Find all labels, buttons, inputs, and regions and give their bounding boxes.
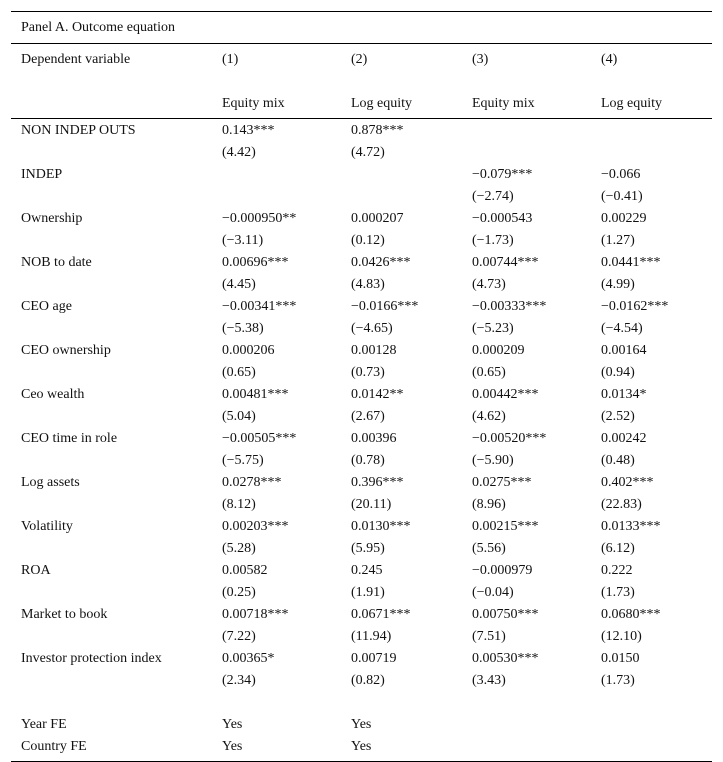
coefficient-cell: 0.0278*** (222, 475, 282, 490)
header-row-names (11, 93, 712, 115)
column-name: Equity mix (222, 96, 285, 111)
tstat-row (11, 362, 712, 384)
table-header (11, 44, 712, 119)
coefficient-cell: 0.00365* (222, 651, 275, 666)
coefficient-cell: 0.0133*** (601, 519, 661, 534)
tstat-cell: (5.56) (472, 541, 506, 556)
coefficient-cell: −0.00341*** (222, 299, 297, 314)
tstat-cell: (−2.74) (472, 189, 514, 204)
tstat-cell: (−4.54) (601, 321, 643, 336)
fixed-effect-value (472, 714, 601, 736)
variable-name: ROA (21, 563, 51, 578)
coefficient-cell: 0.00750*** (472, 607, 539, 622)
tstat-cell: (2.52) (601, 409, 635, 424)
tstat-cell: (1.27) (601, 233, 635, 248)
coefficient-cell: 0.0426*** (351, 255, 411, 270)
tstat-cell: (5.28) (222, 541, 256, 556)
tstat-row (11, 142, 712, 164)
coefficient-cell: −0.000950** (222, 211, 297, 226)
tstat-cell (601, 142, 712, 164)
tstat-cell: (0.48) (601, 453, 635, 468)
coefficient-cell: 0.0142** (351, 387, 404, 402)
tstat-cell: (4.45) (222, 277, 256, 292)
tstat-cell: (1.73) (601, 585, 635, 600)
coefficient-cell: 0.00229 (601, 211, 647, 226)
tstat-row (11, 230, 712, 252)
coefficient-cell: 0.143*** (222, 123, 275, 138)
table-row (11, 560, 712, 582)
variable-name: Investor protection index (21, 651, 162, 666)
coefficient-cell: 0.00718*** (222, 607, 289, 622)
coefficient-cell (601, 120, 712, 142)
coefficient-cell: 0.402*** (601, 475, 654, 490)
fixed-effect-value (472, 736, 601, 758)
variable-name: Ceo wealth (21, 387, 85, 402)
tstat-cell: (2.67) (351, 409, 385, 424)
coefficient-cell: 0.00442*** (472, 387, 539, 402)
tstat-cell: (−5.23) (472, 321, 514, 336)
coefficient-cell: −0.000979 (472, 563, 533, 578)
column-number: (4) (601, 52, 618, 67)
variable-name: CEO ownership (21, 343, 111, 358)
tstat-cell: (4.73) (472, 277, 506, 292)
tstat-cell: (0.25) (222, 585, 256, 600)
coefficient-cell: −0.00505*** (222, 431, 297, 446)
fixed-effect-value: Yes (222, 739, 243, 754)
coefficient-cell: −0.066 (601, 167, 641, 182)
tstat-cell: (0.82) (351, 673, 385, 688)
tstat-cell: (4.99) (601, 277, 635, 292)
tstat-cell: (1.91) (351, 585, 385, 600)
tstat-cell: (0.94) (601, 365, 635, 380)
tstat-cell: (−5.90) (472, 453, 514, 468)
tstat-cell: (22.83) (601, 497, 642, 512)
tstat-cell: (−0.41) (601, 189, 643, 204)
tstat-cell: (−0.04) (472, 585, 514, 600)
fixed-effect-name: Year FE (21, 717, 67, 732)
tstat-row (11, 318, 712, 340)
coefficient-cell: 0.00128 (351, 343, 397, 358)
tstat-cell (472, 142, 601, 164)
tstat-cell: (1.73) (601, 673, 635, 688)
variable-name: CEO time in role (21, 431, 118, 446)
fixed-effect-value: Yes (351, 739, 372, 754)
panel-title: Panel A. Outcome equation (11, 12, 712, 44)
header-row-numbers (11, 49, 712, 71)
tstat-row (11, 186, 712, 208)
tstat-cell: (8.12) (222, 497, 256, 512)
coefficient-cell: 0.000209 (472, 343, 525, 358)
variable-name: NON INDEP OUTS (21, 123, 136, 138)
tstat-cell: (3.43) (472, 673, 506, 688)
tstat-cell (351, 186, 472, 208)
coefficient-cell: 0.0134* (601, 387, 647, 402)
column-name: Log equity (351, 96, 413, 111)
coefficient-cell: 0.00215*** (472, 519, 539, 534)
column-number: (1) (222, 52, 239, 67)
column-name: Equity mix (472, 96, 535, 111)
tstat-row (11, 670, 712, 692)
coefficient-cell: −0.0166*** (351, 299, 419, 314)
coefficient-cell: 0.396*** (351, 475, 404, 490)
fixed-effect-value: Yes (351, 717, 372, 732)
coefficient-cell: −0.00520*** (472, 431, 547, 446)
tstat-cell: (6.12) (601, 541, 635, 556)
coefficient-cell: 0.00203*** (222, 519, 289, 534)
tstat-cell: (−5.75) (222, 453, 264, 468)
dependent-variable-label: Dependent variable (21, 52, 131, 67)
tstat-cell: (4.42) (222, 145, 256, 160)
coefficient-cell: 0.00242 (601, 431, 647, 446)
coefficient-cell: 0.878*** (351, 123, 404, 138)
tstat-cell: (5.95) (351, 541, 385, 556)
coefficient-cell: 0.000207 (351, 211, 404, 226)
tstat-row (11, 538, 712, 560)
column-number: (3) (472, 52, 489, 67)
regression-table (11, 11, 712, 762)
tstat-row (11, 406, 712, 428)
tstat-row (11, 494, 712, 516)
tstat-cell: (7.51) (472, 629, 506, 644)
tstat-cell (222, 186, 351, 208)
fixed-effect-value (601, 714, 712, 736)
tstat-row (11, 274, 712, 296)
table-row (11, 472, 712, 494)
table-body (11, 119, 712, 692)
tstat-cell: (8.96) (472, 497, 506, 512)
variable-name: Ownership (21, 211, 83, 226)
table-row (11, 252, 712, 274)
table-row (11, 120, 712, 142)
coefficient-cell (222, 164, 351, 186)
coefficient-cell: 0.0150 (601, 651, 640, 666)
coefficient-cell (472, 120, 601, 142)
variable-name: INDEP (21, 167, 63, 182)
tstat-row (11, 450, 712, 472)
coefficient-cell: −0.00333*** (472, 299, 547, 314)
coefficient-cell: 0.00530*** (472, 651, 539, 666)
tstat-cell: (4.72) (351, 145, 385, 160)
variable-name: Volatility (21, 519, 73, 534)
coefficient-cell: 0.00582 (222, 563, 268, 578)
tstat-cell: (0.12) (351, 233, 385, 248)
coefficient-cell: −0.0162*** (601, 299, 669, 314)
variable-name: Market to book (21, 607, 108, 622)
coefficient-cell: −0.000543 (472, 211, 533, 226)
coefficient-cell (351, 164, 472, 186)
column-name: Log equity (601, 96, 663, 111)
column-number: (2) (351, 52, 368, 67)
coefficient-cell: 0.00164 (601, 343, 647, 358)
table-row (11, 208, 712, 230)
table-row (11, 516, 712, 538)
variable-name: Log assets (21, 475, 80, 490)
table-row (11, 340, 712, 362)
table-row (11, 296, 712, 318)
tstat-cell: (−3.11) (222, 233, 264, 248)
table-row (11, 604, 712, 626)
coefficient-cell: 0.00481*** (222, 387, 289, 402)
coefficient-cell: 0.00744*** (472, 255, 539, 270)
tstat-cell: (4.62) (472, 409, 506, 424)
tstat-cell: (0.65) (472, 365, 506, 380)
fixed-effects-section (11, 714, 712, 761)
coefficient-cell: 0.245 (351, 563, 383, 578)
tstat-row (11, 582, 712, 604)
tstat-cell: (0.78) (351, 453, 385, 468)
fixed-effect-value (601, 736, 712, 758)
coefficient-cell: 0.0275*** (472, 475, 532, 490)
tstat-cell: (−5.38) (222, 321, 264, 336)
fixed-effect-row (11, 714, 712, 736)
table-row (11, 384, 712, 406)
coefficient-cell: −0.079*** (472, 167, 533, 182)
coefficient-cell: 0.00396 (351, 431, 397, 446)
tstat-cell: (12.10) (601, 629, 642, 644)
variable-name: NOB to date (21, 255, 92, 270)
coefficient-cell: 0.0680*** (601, 607, 661, 622)
tstat-cell: (−4.65) (351, 321, 393, 336)
coefficient-cell: 0.00719 (351, 651, 397, 666)
tstat-cell: (0.65) (222, 365, 256, 380)
tstat-cell: (5.04) (222, 409, 256, 424)
table-row (11, 428, 712, 450)
fixed-effect-name: Country FE (21, 739, 87, 754)
coefficient-cell: 0.222 (601, 563, 633, 578)
fixed-effect-value: Yes (222, 717, 243, 732)
table-row (11, 164, 712, 186)
tstat-cell: (20.11) (351, 497, 392, 512)
coefficient-cell: 0.0130*** (351, 519, 411, 534)
fixed-effect-row (11, 736, 712, 758)
tstat-cell: (11.94) (351, 629, 392, 644)
table-row (11, 648, 712, 670)
coefficient-cell: 0.00696*** (222, 255, 289, 270)
tstat-cell: (4.83) (351, 277, 385, 292)
coefficient-cell: 0.0441*** (601, 255, 661, 270)
variable-name: CEO age (21, 299, 72, 314)
tstat-cell: (7.22) (222, 629, 256, 644)
tstat-cell: (0.73) (351, 365, 385, 380)
coefficient-cell: 0.0671*** (351, 607, 411, 622)
tstat-cell: (2.34) (222, 673, 256, 688)
tstat-row (11, 626, 712, 648)
tstat-cell: (−1.73) (472, 233, 514, 248)
coefficient-cell: 0.000206 (222, 343, 275, 358)
